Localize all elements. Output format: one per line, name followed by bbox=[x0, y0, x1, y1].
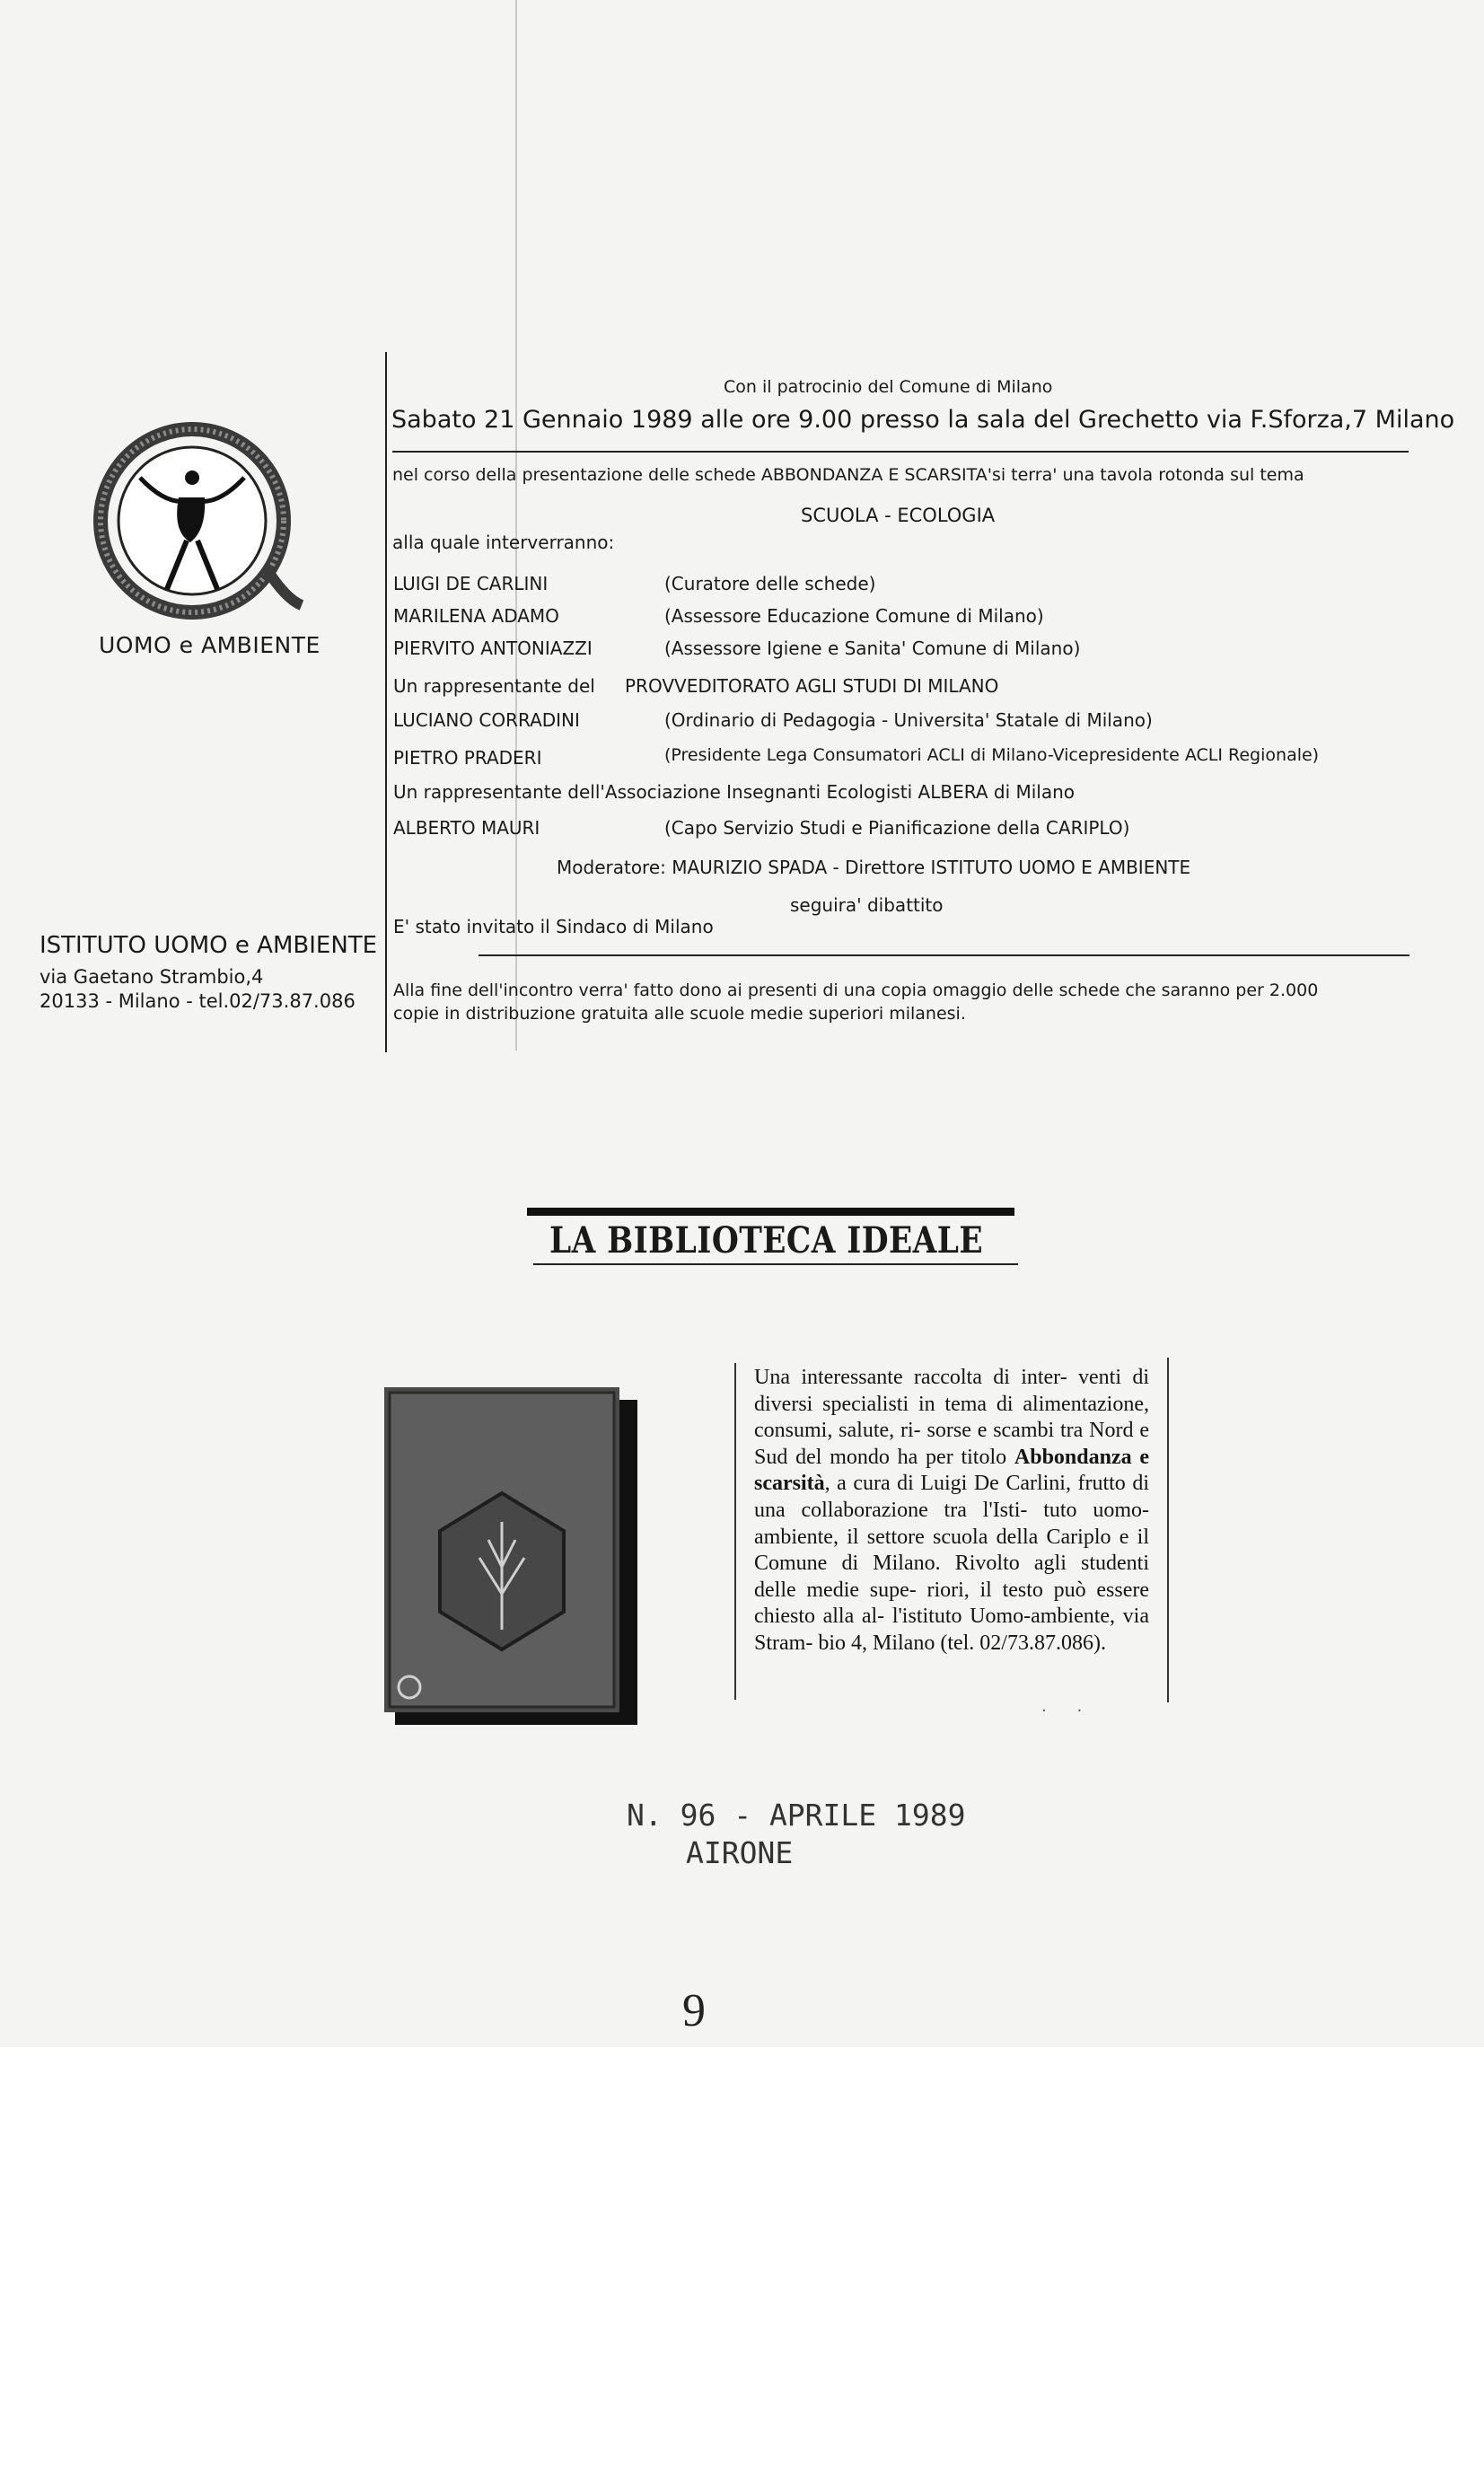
article-body bbox=[754, 1365, 1149, 1658]
article-line: l'istituto Uomo-ambiente, via Stram- bbox=[754, 1605, 1150, 1655]
uomo-ambiente-logo bbox=[86, 415, 303, 632]
speaker-role: (Ordinario di Pedagogia - Universita' Statale di Milano) bbox=[664, 709, 1153, 731]
association-line: Un rappresentante dell'Associazione Insegnanti Ecologisti ALBERA di Milano bbox=[393, 781, 1076, 803]
speaker-name: MARILENA ADAMO bbox=[393, 605, 559, 627]
closing-line-1: Alla fine dell'incontro verra' fatto dono ai presenti di una copia omaggio delle schede che saranno per 2.000 bbox=[393, 980, 1319, 1000]
rule-bottom bbox=[479, 954, 1409, 956]
speaker-name: LUCIANO CORRADINI bbox=[393, 709, 580, 731]
book-title-bold: Abbondanza e bbox=[1014, 1445, 1150, 1469]
speaker-role: (Curatore delle schede) bbox=[664, 573, 876, 594]
article-left-rule bbox=[734, 1363, 736, 1700]
magazine-name: AIRONE bbox=[686, 1835, 794, 1870]
speaker-role: (Assessore Educazione Comune di Milano) bbox=[664, 605, 1044, 627]
intro-line: nel corso della presentazione delle schede ABBONDANZA E SCARSITA'si terra' una tavola rotonda sul tema bbox=[392, 465, 1304, 485]
institute-telephone: 20133 - Milano - tel.02/73.87.086 bbox=[40, 990, 356, 1012]
event-date-line: Sabato 21 Gennaio 1989 alle ore 9.00 presso la sala del Grechetto via F.Sforza,7 Milano bbox=[391, 406, 1455, 434]
logo-caption: UOMO e AMBIENTE bbox=[99, 632, 321, 658]
ink-dots: · · bbox=[1041, 1702, 1095, 1720]
article-line: della Cariplo e il Comune di Milano. bbox=[754, 1525, 1150, 1576]
speaker-name: PIETRO PRADERI bbox=[393, 747, 542, 769]
speaker-role: (Capo Servizio Studi e Pianificazione della CARIPLO) bbox=[664, 817, 1130, 839]
speakers-intro: alla quale interverranno: bbox=[392, 532, 615, 553]
scan-fold-line bbox=[515, 0, 517, 1051]
speaker-name: ALBERTO MAURI bbox=[393, 817, 540, 839]
institute-name: ISTITUTO UOMO e AMBIENTE bbox=[40, 932, 378, 959]
speaker-name: LUIGI DE CARLINI bbox=[393, 573, 549, 594]
article-line: sorse e scambi tra Nord e Sud del bbox=[754, 1419, 1149, 1469]
article-line: frutto di una collaborazione tra l'Isti- bbox=[754, 1472, 1149, 1522]
invited-line: E' stato invitato il Sindaco di Milano bbox=[393, 916, 714, 937]
theme-line: SCUOLA - ECOLOGIA bbox=[801, 505, 996, 526]
source-issue: N. 96 - APRILE 1989 bbox=[627, 1798, 966, 1833]
heading-underline bbox=[533, 1263, 1018, 1265]
book-cover-image bbox=[384, 1387, 640, 1728]
flyer-vertical-rule bbox=[385, 352, 387, 1052]
speaker-role: (Presidente Lega Consumatori ACLI di Milano-Vicepresidente ACLI Regionale) bbox=[664, 745, 1320, 765]
page-number: 9 bbox=[682, 1985, 706, 2036]
speaker-role: PROVVEDITORATO AGLI STUDI DI MILANO bbox=[625, 675, 999, 697]
article-heading: LA BIBLIOTECA IDEALE bbox=[549, 1219, 984, 1262]
moderator-line: Moderatore: MAURIZIO SPADA - Direttore ISTITUTO UOMO E AMBIENTE bbox=[557, 857, 1191, 878]
article-line: tuto uomo-ambiente, il settore scuola bbox=[754, 1498, 1150, 1549]
article-line: venti di diversi specialisti in tema di bbox=[754, 1366, 1149, 1416]
patronage-line: Con il patrocinio del Comune di Milano bbox=[724, 377, 1053, 397]
article-line: Una interessante raccolta di inter- bbox=[754, 1366, 1067, 1389]
article-line: bio 4, Milano (tel. 02/73.87.086). bbox=[818, 1631, 1106, 1655]
speaker-role: (Assessore Igiene e Sanita' Comune di Milano) bbox=[664, 638, 1081, 659]
article-line: alimentazione, consumi, salute, ri- bbox=[754, 1392, 1149, 1443]
article-right-rule bbox=[1167, 1358, 1169, 1702]
article-line: , a cura di Luigi De Carlini, bbox=[824, 1472, 1071, 1496]
speaker-name: Un rappresentante del bbox=[393, 675, 595, 697]
article-line: riori, il testo può essere chiesto alla al- bbox=[754, 1578, 1150, 1629]
speaker-name: PIERVITO ANTONIAZZI bbox=[393, 638, 593, 659]
book-title-bold: scarsità bbox=[754, 1472, 825, 1496]
closing-line-2: copie in distribuzione gratuita alle scuole medie superiori milanesi. bbox=[393, 1004, 966, 1024]
article-line: Rivolto agli studenti delle medie supe- bbox=[754, 1552, 1149, 1602]
article-line: mondo ha per titolo bbox=[830, 1445, 1014, 1469]
debate-line: seguira' dibattito bbox=[790, 894, 944, 916]
rule-top bbox=[392, 451, 1409, 453]
heading-bar bbox=[527, 1208, 1014, 1216]
institute-address: via Gaetano Strambio,4 bbox=[40, 966, 264, 988]
